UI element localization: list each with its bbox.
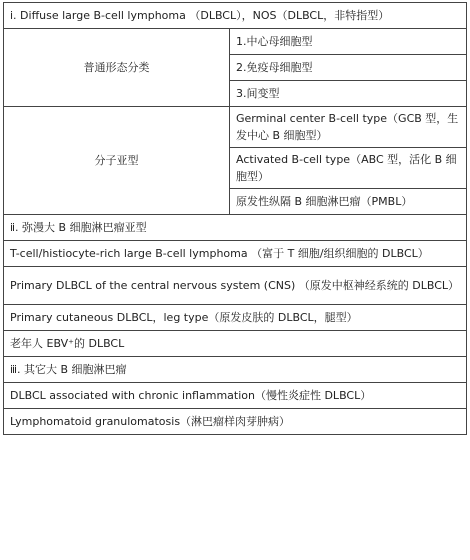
table-row <box>4 357 467 383</box>
subtype-cns: Primary DLBCL of the central nervous system (CNS) （原发中枢神经系统的 DLBCL） <box>4 267 467 305</box>
other-lymphomatoid-granulomatosis: Lymphomatoid granulomatosis（淋巴瘤样肉芽肿病） <box>4 409 467 435</box>
table-row <box>4 3 467 29</box>
table-row <box>4 267 467 305</box>
section-heading-nos: ⅰ. Diffuse large B-cell lymphoma （DLBCL），NOS（DLBCL，非特指型） <box>4 3 467 29</box>
table-row <box>4 305 467 331</box>
molecular-item-abc: Activated B-cell type（ABC 型，活化 B 细胞型） <box>230 148 467 189</box>
morphology-item-1: 1.中心母细胞型 <box>230 29 467 55</box>
dlbcl-classification-table <box>3 2 467 435</box>
morphology-item-3: 3.间变型 <box>230 81 467 107</box>
other-chronic-inflammation: DLBCL associated with chronic inflammation（慢性炎症性 DLBCL） <box>4 383 467 409</box>
table-row <box>4 331 467 357</box>
table-row <box>4 107 467 148</box>
table-row <box>4 409 467 435</box>
morphology-item-2: 2.免疫母细胞型 <box>230 55 467 81</box>
section-heading-subtypes: ⅱ. 弥漫大 B 细胞淋巴瘤亚型 <box>4 215 467 241</box>
table-row <box>4 241 467 267</box>
table-row <box>4 215 467 241</box>
table-row <box>4 383 467 409</box>
subtype-leg: Primary cutaneous DLBCL，leg type（原发皮肤的 DLBCL，腿型） <box>4 305 467 331</box>
subtype-thrlbcl: T-cell/histiocyte-rich large B-cell lymphoma （富于 T 细胞/组织细胞的 DLBCL） <box>4 241 467 267</box>
table-row <box>4 29 467 55</box>
molecular-item-gcb: Germinal center B-cell type（GCB 型，生发中心 B 细胞型） <box>230 107 467 148</box>
subtype-ebv-elderly: 老年人 EBV⁺的 DLBCL <box>4 331 467 357</box>
morphology-category-cell: 普通形态分类 <box>4 29 230 107</box>
molecular-category-cell: 分子亚型 <box>4 107 230 215</box>
section-heading-other: ⅲ. 其它大 B 细胞淋巴瘤 <box>4 357 467 383</box>
molecular-item-pmbl: 原发性纵隔 B 细胞淋巴瘤（PMBL） <box>230 189 467 215</box>
